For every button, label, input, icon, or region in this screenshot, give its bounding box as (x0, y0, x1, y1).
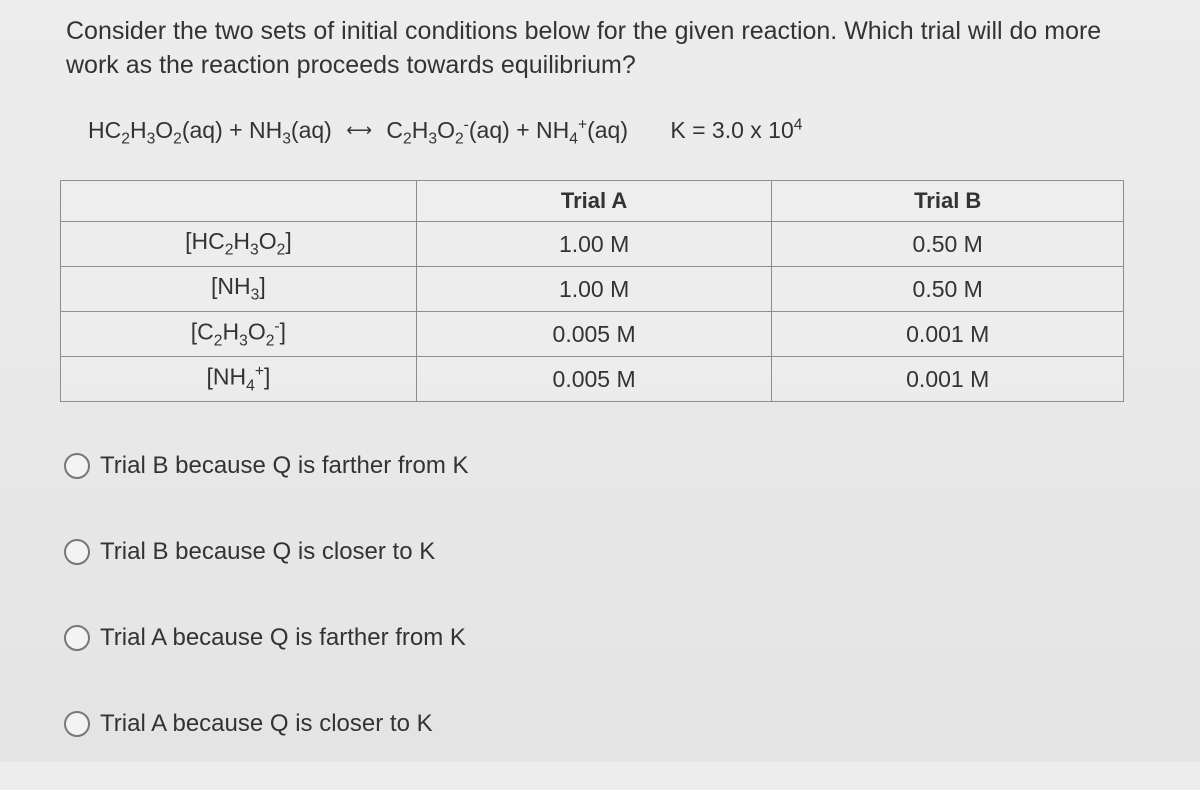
row-label-ammonium: $[NH_4^+]$ (61, 357, 417, 402)
table-header-blank (61, 181, 417, 222)
reactant-acetic-acid: $HC_2H_3O_2(aq)$ (88, 116, 223, 148)
reactant-ammonia: $NH_3(aq)$ (248, 116, 332, 148)
cell-trial-a: 1.00 M (416, 222, 772, 267)
table-row (61, 312, 1124, 357)
plus-sign: + (229, 116, 243, 143)
table-row (61, 222, 1124, 267)
option-label[interactable]: Trial A because Q is closer to K (100, 710, 433, 737)
table-row (61, 267, 1124, 312)
cell-trial-b: 0.50 M (772, 222, 1124, 267)
radio-button[interactable] (64, 453, 90, 479)
header-trial-a: Trial A (416, 181, 772, 222)
answer-options (64, 446, 469, 790)
reaction-equation (88, 116, 802, 148)
header-trial-b: Trial B (772, 181, 1124, 222)
table-row (61, 357, 1124, 402)
plus-sign: + (516, 116, 530, 143)
option-4[interactable] (64, 704, 469, 744)
cell-trial-b: 0.50 M (772, 267, 1124, 312)
option-2[interactable] (64, 532, 469, 572)
radio-button[interactable] (64, 539, 90, 565)
cell-trial-b: 0.001 M (772, 357, 1124, 402)
conditions-table (60, 180, 1124, 402)
equilibrium-constant: K = 3.0 x $10^4$ (670, 116, 803, 143)
radio-button[interactable] (64, 711, 90, 737)
product-ammonium: $NH_4^+(aq)$ (536, 116, 628, 148)
cell-trial-b: 0.001 M (772, 312, 1124, 357)
option-label[interactable]: Trial A because Q is farther from K (100, 624, 466, 651)
table-header-row (61, 181, 1124, 222)
option-1[interactable] (64, 446, 469, 486)
row-label-acetic-acid: $[HC_2H_3O_2]$ (61, 222, 417, 267)
cell-trial-a: 0.005 M (416, 312, 772, 357)
option-label[interactable]: Trial B because Q is closer to K (100, 538, 436, 565)
row-label-acetate: $[C_2H_3O_2^-]$ (61, 312, 417, 357)
option-label[interactable]: Trial B because Q is farther from K (100, 452, 469, 479)
radio-button[interactable] (64, 625, 90, 651)
cell-trial-a: 0.005 M (416, 357, 772, 402)
product-acetate: $C_2H_3O_2^-(aq)$ (386, 116, 510, 148)
cell-trial-a: 1.00 M (416, 267, 772, 312)
row-label-ammonia: $[NH_3]$ (61, 267, 417, 312)
option-3[interactable] (64, 618, 469, 658)
equilibrium-arrow-icon: ⟷ (346, 119, 373, 140)
question-text: Consider the two sets of initial conditions below for the given reaction. Which trial will do more work as the reaction proceeds towards equilibrium? (66, 17, 1102, 79)
